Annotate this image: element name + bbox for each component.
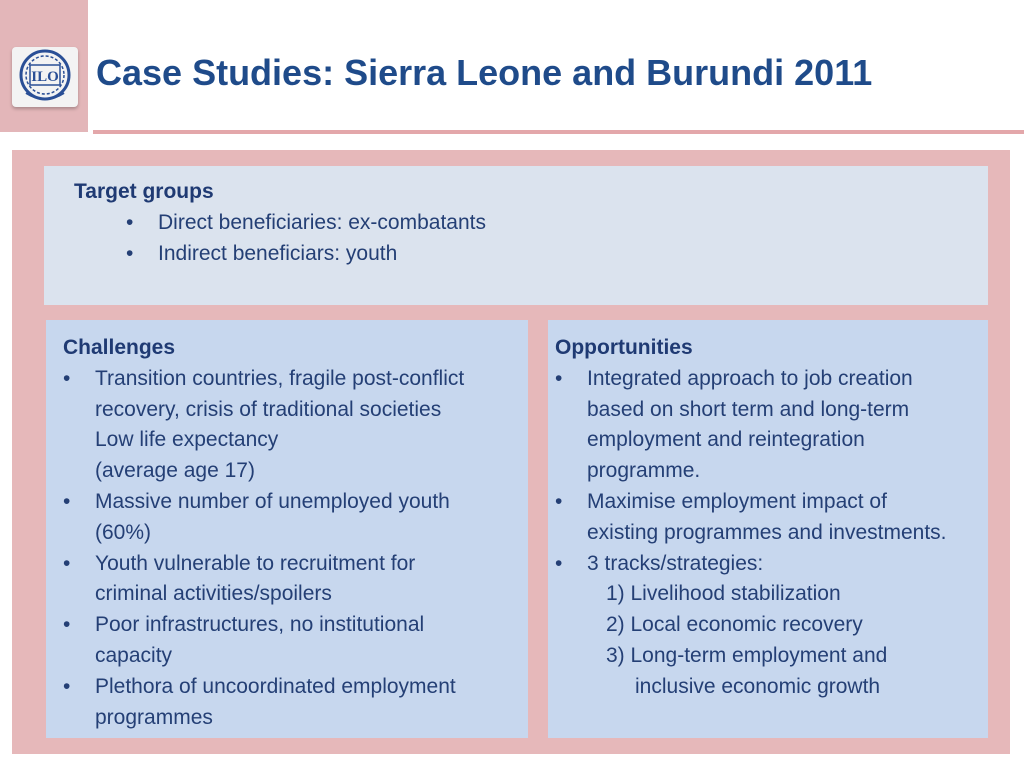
target-groups-heading: Target groups bbox=[74, 180, 214, 203]
list-item: • 3 tracks/strategies: 1) Livelihood stabilization 2) Local economic recovery 3) Long-term employment and inclusive economic growth bbox=[555, 549, 988, 703]
bullet-icon: • bbox=[63, 551, 71, 575]
challenges-list bbox=[63, 364, 528, 734]
ilo-emblem-icon bbox=[12, 47, 78, 107]
bullet-icon: • bbox=[555, 366, 563, 390]
title-divider bbox=[93, 130, 1024, 134]
list-item: • Transition countries, fragile post-conflict recovery, crisis of traditional societies Low life expectancy (average age 17) bbox=[63, 364, 528, 487]
bullet-icon: • bbox=[63, 674, 71, 698]
track-item: 2) Local economic recovery bbox=[606, 613, 863, 637]
track-item-continuation: inclusive economic growth bbox=[635, 674, 881, 698]
opportunities-list bbox=[555, 364, 988, 703]
list-item: • Maximise employment impact of existing programmes and investments. bbox=[555, 487, 988, 549]
ilo-logo bbox=[12, 47, 78, 107]
list-item: • Poor infrastructures, no institutional capacity bbox=[63, 610, 528, 672]
svg-text:ILO: ILO bbox=[31, 69, 59, 85]
list-item: • Indirect beneficiars: youth bbox=[126, 239, 988, 270]
list-item: • Integrated approach to job creation based on short term and long-term employment and reintegration programme. bbox=[555, 364, 988, 487]
list-item: • Massive number of unemployed youth (60%) bbox=[63, 487, 528, 549]
bullet-icon: • bbox=[63, 489, 71, 513]
list-item: • Direct beneficiaries: ex-combatants bbox=[126, 208, 988, 239]
challenges-panel bbox=[46, 320, 528, 738]
bullet-icon: • bbox=[555, 551, 563, 575]
opportunities-panel bbox=[548, 320, 988, 738]
bullet-icon: • bbox=[63, 613, 71, 637]
track-item: 1) Livelihood stabilization bbox=[606, 582, 841, 606]
logo-tab bbox=[0, 0, 88, 132]
bullet-icon: • bbox=[555, 489, 563, 513]
track-item: 3) Long-term employment and bbox=[606, 643, 888, 667]
target-groups-panel bbox=[44, 166, 988, 305]
list-item: • Plethora of uncoordinated employment programmes bbox=[63, 672, 528, 734]
bullet-icon: • bbox=[126, 241, 134, 265]
page-title: Case Studies: Sierra Leone and Burundi 2011 bbox=[96, 52, 873, 93]
target-groups-list bbox=[74, 208, 988, 270]
opportunities-heading: Opportunities bbox=[555, 336, 693, 359]
bullet-icon: • bbox=[126, 210, 134, 234]
bullet-icon: • bbox=[63, 366, 71, 390]
challenges-heading: Challenges bbox=[63, 336, 176, 359]
list-item: • Youth vulnerable to recruitment for criminal activities/spoilers bbox=[63, 549, 528, 611]
